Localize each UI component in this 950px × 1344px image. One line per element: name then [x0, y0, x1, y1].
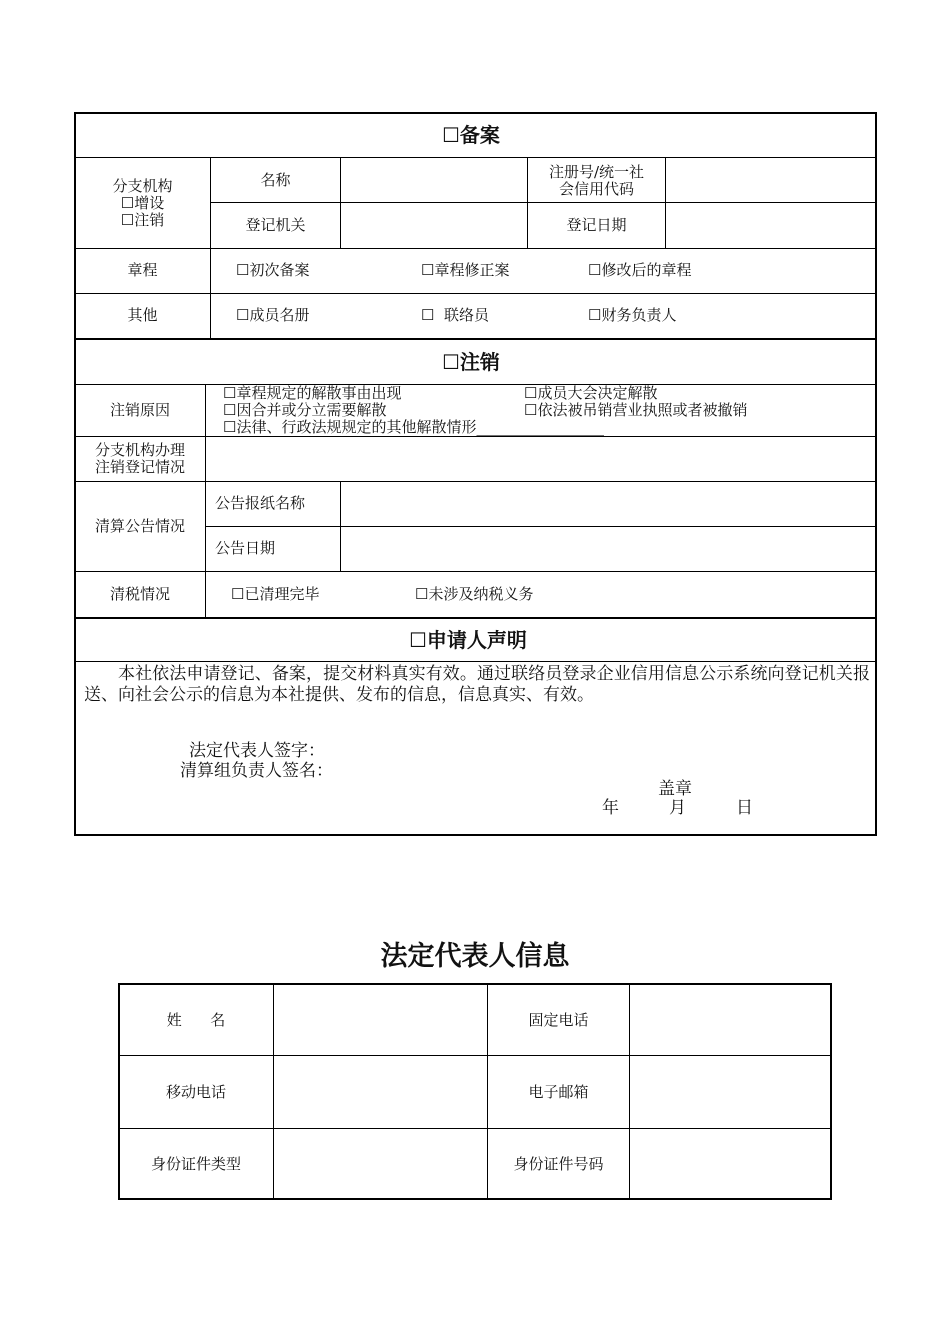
- section-divider: [75, 338, 876, 340]
- section-divider: [75, 661, 876, 662]
- tax-cleared-checkbox[interactable]: ☐已清理完毕: [231, 585, 320, 603]
- charter-revised-checkbox[interactable]: ☐修改后的章程: [588, 261, 692, 279]
- id-number-input[interactable]: [630, 1129, 830, 1198]
- branch-cancel-status-label: 分支机构办理: [94, 441, 185, 459]
- mobile-input[interactable]: [274, 1056, 487, 1128]
- date-month-label: 月: [669, 798, 686, 818]
- charter-amendment-checkbox[interactable]: ☐章程修正案: [421, 261, 510, 279]
- other-label: 其他: [127, 306, 158, 324]
- legal-rep-title: 法定代表人信息: [380, 941, 570, 972]
- reason-revoked-checkbox[interactable]: ☐依法被吊销营业执照或者被撤销: [524, 401, 748, 419]
- liquidation-signature-label: 清算组负责人签名：: [180, 761, 333, 781]
- id-type-label: 身份证件类型: [150, 1155, 241, 1173]
- reg-authority-label: 登记机关: [245, 216, 306, 234]
- seal-label: 盖章: [658, 779, 692, 799]
- landline-input[interactable]: [630, 985, 830, 1055]
- tax-clearance-label: 清税情况: [109, 585, 170, 603]
- reg-date-label: 登记日期: [566, 216, 627, 234]
- section-title-zhuxiao[interactable]: ☐注销: [442, 350, 500, 374]
- notice-date-input[interactable]: [341, 527, 876, 571]
- branch-cancel-checkbox[interactable]: ☐注销: [120, 211, 165, 229]
- name-label: 姓 名: [166, 1011, 226, 1029]
- section-title-declaration[interactable]: ☐申请人声明: [409, 628, 527, 652]
- liquidation-notice-label: 清算公告情况: [94, 517, 185, 535]
- landline-label: 固定电话: [528, 1011, 589, 1029]
- branch-cancel-status-label: 注销登记情况: [94, 458, 185, 476]
- reg-no-label: 注册号/统一社: [548, 163, 645, 181]
- reason-charter-checkbox[interactable]: ☐章程规定的解散事由出现: [223, 384, 402, 402]
- reason-assembly-checkbox[interactable]: ☐成员大会决定解散: [524, 384, 658, 402]
- row-divider: [75, 248, 876, 249]
- no-tax-obligation-checkbox[interactable]: ☐未涉及纳税义务: [415, 585, 534, 603]
- liaison-checkbox[interactable]: ☐ 联络员: [421, 306, 489, 324]
- legal-rep-signature-label: 法定代表人签字：: [189, 741, 325, 761]
- reg-no-input[interactable]: [666, 158, 876, 202]
- reg-date-input[interactable]: [666, 203, 876, 248]
- id-number-label: 身份证件号码: [513, 1155, 604, 1173]
- mobile-label: 移动电话: [165, 1083, 226, 1101]
- section-divider: [75, 617, 876, 619]
- row-divider: [75, 293, 876, 294]
- declaration-text: 本社依法申请登记、备案，提交材料真实有效。通过联络员登录企业信用信息公示系统向登记机关报送、向社会公示的信息为本社提供、发布的信息，信息真实、有效。: [84, 664, 870, 705]
- section-divider: [75, 384, 876, 385]
- section-title-beian[interactable]: ☐备案: [442, 123, 500, 147]
- reason-merger-checkbox[interactable]: ☐因合并或分立需要解散: [223, 401, 387, 419]
- name-label: 名称: [260, 171, 291, 189]
- newspaper-label: 公告报纸名称: [215, 494, 306, 512]
- branch-label: 分支机构: [112, 177, 173, 195]
- col-divider: [205, 384, 206, 617]
- reg-authority-input[interactable]: [341, 203, 527, 248]
- reason-other-checkbox[interactable]: ☐法律、行政法规规定的其他解散情形_________________: [223, 418, 604, 436]
- email-label: 电子邮箱: [528, 1083, 589, 1101]
- newspaper-input[interactable]: [341, 482, 876, 526]
- cancel-reason-label: 注销原因: [109, 401, 170, 419]
- id-type-input[interactable]: [274, 1129, 487, 1198]
- name-input[interactable]: [341, 158, 527, 202]
- name-input[interactable]: [274, 985, 487, 1055]
- date-year-label: 年: [602, 798, 619, 818]
- member-list-checkbox[interactable]: ☐成员名册: [236, 306, 310, 324]
- email-input[interactable]: [630, 1056, 830, 1128]
- branch-cancel-status-input[interactable]: [206, 437, 876, 481]
- finance-officer-checkbox[interactable]: ☐财务负责人: [588, 306, 677, 324]
- branch-add-checkbox[interactable]: ☐增设: [120, 194, 165, 212]
- charter-initial-checkbox[interactable]: ☐初次备案: [236, 261, 310, 279]
- date-day-label: 日: [736, 798, 753, 818]
- row-divider: [75, 571, 876, 572]
- charter-label: 章程: [127, 261, 158, 279]
- notice-date-label: 公告日期: [215, 539, 276, 557]
- reg-no-label: 会信用代码: [558, 180, 634, 198]
